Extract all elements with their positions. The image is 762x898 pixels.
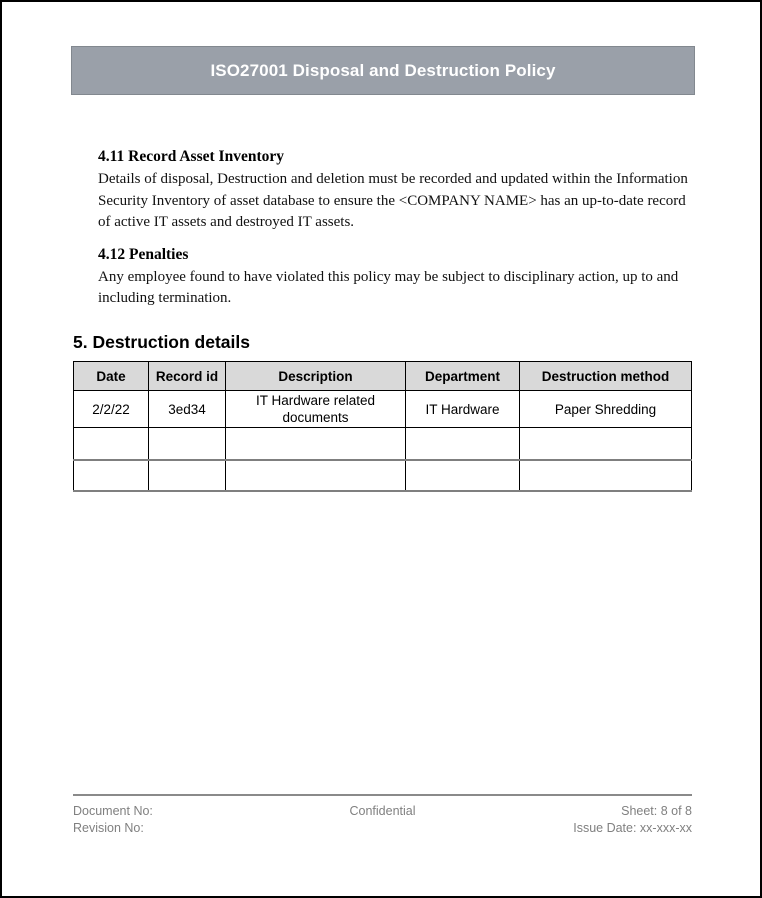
document-no-label: Document No: <box>73 804 153 818</box>
cell-destruction-method: Paper Shredding <box>520 391 692 428</box>
section-heading-4-12: 4.12 Penalties <box>98 245 189 263</box>
table-row <box>74 391 692 428</box>
destruction-details-heading: 5. Destruction details <box>73 332 250 352</box>
footer-center-block <box>283 803 483 836</box>
col-header-record-id: Record id <box>149 362 226 391</box>
title-banner <box>71 46 695 95</box>
section-heading-4-11: 4.11 Record Asset Inventory <box>98 148 284 165</box>
col-header-department: Department <box>406 362 520 391</box>
destruction-table <box>73 361 692 492</box>
issue-date-label: Issue Date: xx-xxx-xx <box>573 820 692 835</box>
cell-department <box>406 460 520 491</box>
cell-record-id: 3ed34 <box>149 391 226 428</box>
cell-department <box>406 428 520 460</box>
confidential-label: Confidential <box>349 804 416 818</box>
cell-description <box>226 428 406 460</box>
cell-destruction-method <box>520 428 692 460</box>
cell-date: 2/2/22 <box>74 391 149 428</box>
footer-right-block <box>492 803 692 836</box>
cell-record-id <box>149 428 226 460</box>
cell-description <box>226 460 406 491</box>
cell-destruction-method <box>520 460 692 491</box>
table-row <box>74 460 692 491</box>
cell-date <box>74 460 149 491</box>
col-header-date: Date <box>74 362 149 391</box>
col-header-destruction-method: Destruction method <box>520 362 692 391</box>
page-footer <box>73 803 692 836</box>
footer-divider <box>73 794 692 796</box>
cell-description: IT Hardware related documents <box>226 391 406 428</box>
table-row <box>74 428 692 460</box>
cell-department: IT Hardware <box>406 391 520 428</box>
table-header-row <box>74 362 692 391</box>
policy-text-block <box>98 148 698 322</box>
footer-left-block <box>73 803 273 836</box>
section-body-4-11: Details of disposal, Destruction and deletion must be recorded and updated within the Information Security Inventory of asset database to ensure the <COMPANY NAME> has an up-to-date record of active IT assets and destroyed IT assets. <box>98 171 688 230</box>
cell-record-id <box>149 460 226 491</box>
revision-no-label: Revision No: <box>73 820 144 835</box>
col-header-description: Description <box>226 362 406 391</box>
section-body-4-12: Any employee found to have violated this policy may be subject to disciplinary action, up to and including termination. <box>98 268 679 306</box>
page-title: ISO27001 Disposal and Destruction Policy <box>210 60 556 80</box>
sheet-number-label: Sheet: 8 of 8 <box>621 804 692 818</box>
cell-date <box>74 428 149 460</box>
